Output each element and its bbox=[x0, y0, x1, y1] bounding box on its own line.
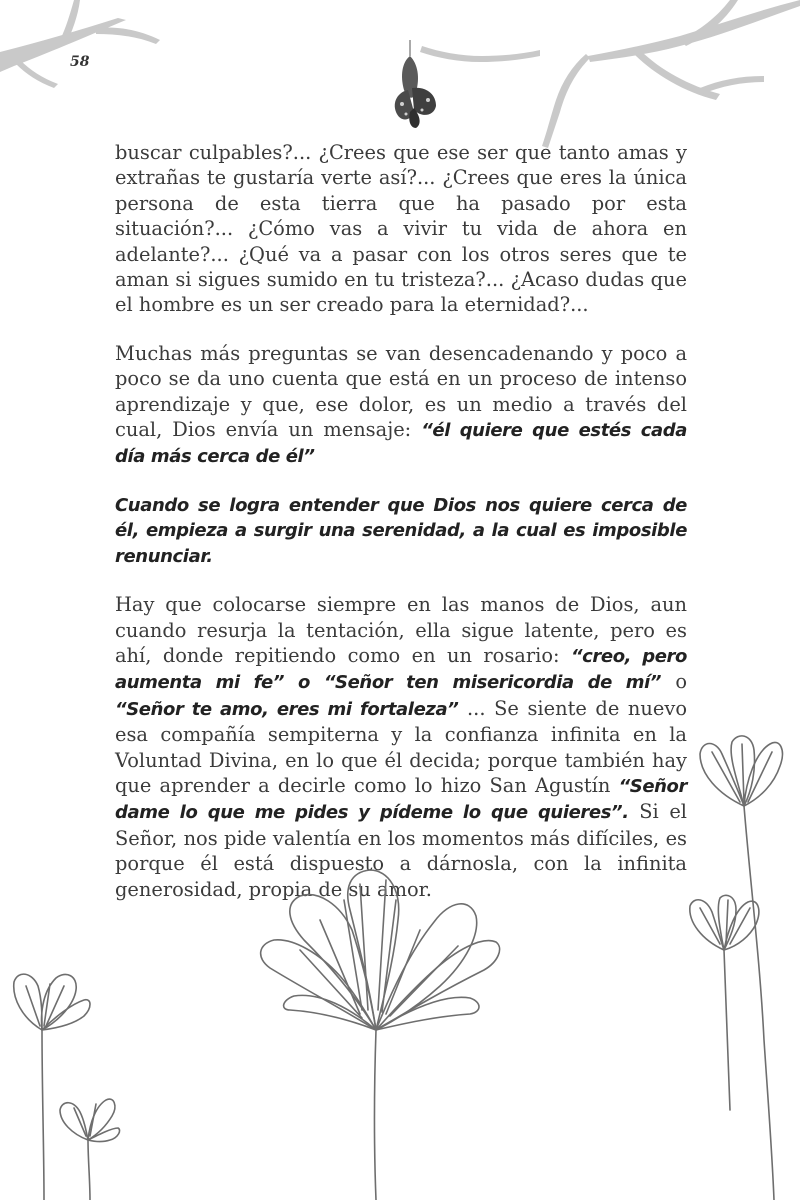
conj-o-2: o bbox=[661, 670, 688, 694]
paragraph-2-quote: “él quiere que estés cada día más cerca de él” bbox=[115, 420, 687, 468]
paragraph-1: buscar culpables?... ¿Crees que ese ser que tanto amas y extrañas te gustaría verte así?... ¿Crees que eres la única persona de esta tierra que ha pasado por esta situación?... ¿Cómo vas a vivir tu vida de ahora en adelante?... ¿Qué va a pasar con los otros seres que te aman si sigues sumido en tu tristeza?... ¿Acaso dudas que el hombre es un ser creado para la eternidad?... bbox=[115, 141, 687, 317]
paragraph-4-text-a: Hay que colocarse siempre en las manos de Dios, aun cuando resurja la tentación, ella sigue latente, pero es ahí, donde repitiendo como en un rosario: bbox=[115, 593, 687, 667]
conj-o-1: o bbox=[284, 672, 324, 694]
quote-creo: “creo, pero aumenta mi fe” bbox=[115, 645, 687, 694]
page-number: 58 bbox=[70, 54, 90, 70]
paragraph-3-emphasis: Cuando se logra entender que Dios nos quiere cerca de él, empieza a surgir una serenidad, a la cual es imposible renunciar. bbox=[115, 494, 687, 567]
right-flower-upper bbox=[700, 736, 782, 1200]
left-flower-lower bbox=[60, 1099, 120, 1200]
left-flower-upper bbox=[14, 974, 90, 1200]
quote-san-agustin: “Señor dame lo que me pides y pídeme lo que quieres”. bbox=[115, 775, 687, 824]
paragraph-2-text: Muchas más preguntas se van desencadenando y poco a poco se da uno cuenta que está en un proceso de intenso aprendizaje y que, ese dolor, es un medio a través del cual, Dios envía un mensaje: bbox=[115, 341, 687, 442]
quote-te-amo: “Señor te amo, eres mi fortaleza” bbox=[115, 698, 459, 720]
right-flower-middle bbox=[690, 895, 759, 1110]
paragraph-4-text-c: Si el Señor, nos pide valentía en los momentos más difíciles, es porque él está dispuesto a dárnosla, con la infinita generosidad, propia de su amor. bbox=[115, 800, 687, 901]
central-flower bbox=[261, 870, 500, 1200]
quote-misericordia: “Señor ten misericordia de mí” bbox=[323, 672, 662, 694]
paragraph-4-text-b: ... Se siente de nuevo esa compañía sempiterna y la confianza infinita en la Voluntad Divina, en lo que él decida; porque también hay que aprender a decirle como lo hizo San Agustín bbox=[115, 696, 687, 797]
